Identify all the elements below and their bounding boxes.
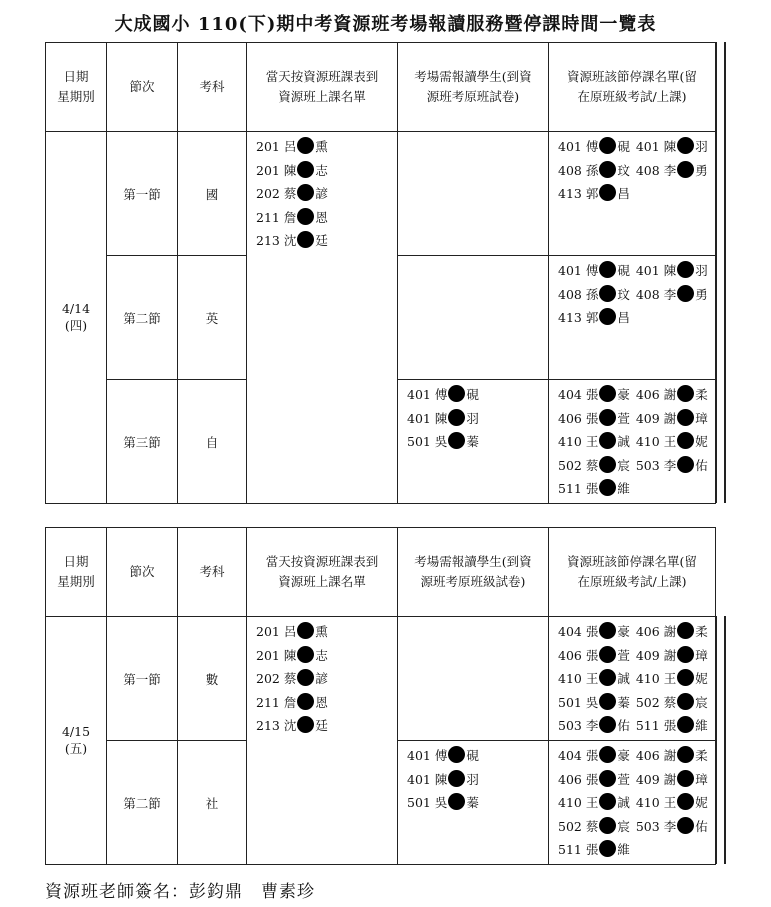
student-name: 410 王 誠: [558, 434, 630, 449]
header-reading: 考場需報讀學生(到資源班考原班級試卷): [398, 528, 549, 617]
redaction-dot-icon: [448, 385, 465, 402]
student-name: 408 孫 玟: [558, 162, 630, 178]
redaction-dot-icon: [599, 793, 616, 810]
reading-list: [398, 256, 549, 380]
redaction-dot-icon: [677, 622, 694, 639]
redaction-dot-icon: [599, 285, 616, 302]
student-name: 201 陳 志: [256, 647, 328, 663]
student-name: 213 沈 廷: [256, 718, 328, 733]
redaction-dot-icon: [297, 646, 314, 663]
student-name: 401 傅 硯: [407, 748, 479, 763]
list-item: [256, 714, 397, 738]
student-name: 501 吳 蓁: [558, 694, 630, 710]
header-row: [46, 528, 716, 617]
student-name: 413 郭 昌: [558, 186, 630, 201]
redaction-dot-icon: [297, 622, 314, 639]
redaction-dot-icon: [599, 137, 616, 154]
redaction-dot-icon: [677, 285, 694, 302]
list-item: [558, 259, 715, 283]
redaction-dot-icon: [599, 622, 616, 639]
list-item: [256, 182, 397, 206]
redaction-dot-icon: [599, 456, 616, 473]
list-item: [558, 407, 715, 431]
schedule-table-0415: [45, 527, 716, 865]
student-name: 406 謝 柔: [635, 387, 708, 402]
list-item: [558, 667, 715, 691]
stop-list: [549, 380, 716, 504]
document-title: 大成國小 110(下)期中考資源班考場報讀服務暨停課時間一覽表: [114, 14, 657, 35]
redaction-dot-icon: [599, 308, 616, 325]
double-border-right: [715, 42, 726, 503]
redaction-dot-icon: [599, 161, 616, 178]
student-name: 511 張 維: [558, 481, 630, 496]
redaction-dot-icon: [297, 161, 314, 178]
list-item: [256, 691, 397, 715]
student-name: 401 陳 羽: [635, 263, 708, 278]
student-name: 413 郭 昌: [558, 310, 630, 325]
redaction-dot-icon: [677, 746, 694, 763]
redaction-dot-icon: [677, 817, 694, 834]
redaction-dot-icon: [677, 646, 694, 663]
redaction-dot-icon: [297, 184, 314, 201]
redaction-dot-icon: [677, 716, 694, 733]
redaction-dot-icon: [599, 693, 616, 710]
redaction-dot-icon: [297, 716, 314, 733]
list-item: [558, 744, 715, 768]
student-name: 503 李 佑: [635, 818, 708, 834]
header-attend: 當天按資源班課表到資源班上課名單: [247, 43, 398, 132]
student-name: 511 張 維: [635, 718, 708, 733]
student-name: 401 傅 硯: [407, 387, 479, 402]
list-item: [558, 454, 715, 478]
table-row: [46, 132, 716, 256]
student-name: 406 張 萱: [558, 771, 630, 787]
header-stop: 資源班該節停課名單(留在原班級考試/上課): [549, 43, 716, 132]
attend-list: [247, 132, 398, 504]
list-item: [407, 744, 548, 768]
table-row: [46, 617, 716, 741]
list-item: [407, 430, 548, 454]
redaction-dot-icon: [599, 184, 616, 201]
redaction-dot-icon: [599, 669, 616, 686]
list-item: [558, 620, 715, 644]
student-name: 410 王 妮: [635, 795, 708, 810]
student-name: 410 王 妮: [635, 671, 708, 686]
redaction-dot-icon: [297, 231, 314, 248]
student-name: 401 陳 羽: [407, 771, 479, 787]
list-item: [558, 644, 715, 668]
redaction-dot-icon: [677, 409, 694, 426]
redaction-dot-icon: [297, 693, 314, 710]
subject-cell: 自: [178, 380, 247, 504]
student-name: 511 張 維: [558, 842, 630, 857]
list-item: [407, 383, 548, 407]
list-item: [558, 135, 715, 159]
list-item: [256, 229, 397, 253]
student-name: 404 張 豪: [558, 624, 630, 639]
header-date: 日期 星期別: [46, 528, 107, 617]
student-name: 213 沈 廷: [256, 233, 328, 248]
redaction-dot-icon: [599, 409, 616, 426]
student-name: 201 呂 熏: [256, 624, 328, 639]
subject-cell: 國: [178, 132, 247, 256]
redaction-dot-icon: [599, 646, 616, 663]
student-name: 502 蔡 宸: [635, 694, 708, 710]
redaction-dot-icon: [677, 161, 694, 178]
subject-cell: 社: [178, 741, 247, 865]
student-name: 406 謝 柔: [635, 748, 708, 763]
student-name: 401 傅 硯: [558, 139, 630, 154]
period-cell: 第二節: [107, 256, 178, 380]
list-item: [256, 667, 397, 691]
redaction-dot-icon: [677, 693, 694, 710]
period-cell: 第二節: [107, 741, 178, 865]
subject-cell: 英: [178, 256, 247, 380]
student-name: 502 蔡 宸: [558, 818, 630, 834]
list-item: [558, 182, 715, 206]
period-cell: 第一節: [107, 132, 178, 256]
reading-list: [398, 132, 549, 256]
teacher-signature: 資源班老師簽名：彭鈞鼎 曹素珍: [45, 882, 315, 902]
student-name: 408 李 勇: [635, 162, 708, 178]
redaction-dot-icon: [599, 385, 616, 402]
reading-list: [398, 617, 549, 741]
header-subject: 考科: [178, 43, 247, 132]
list-item: [558, 838, 715, 862]
list-item: [558, 159, 715, 183]
list-item: [558, 383, 715, 407]
student-name: 406 謝 柔: [635, 624, 708, 639]
student-name: 406 張 萱: [558, 647, 630, 663]
redaction-dot-icon: [448, 432, 465, 449]
attend-list: [247, 617, 398, 865]
student-name: 401 傅 硯: [558, 263, 630, 278]
redaction-dot-icon: [677, 137, 694, 154]
list-item: [558, 768, 715, 792]
list-item: [558, 430, 715, 454]
student-name: 202 蔡 諺: [256, 671, 328, 686]
student-name: 211 詹 恩: [256, 694, 328, 710]
redaction-dot-icon: [677, 261, 694, 278]
student-name: 410 王 妮: [635, 434, 708, 449]
redaction-dot-icon: [448, 793, 465, 810]
student-name: 211 詹 恩: [256, 209, 328, 225]
student-name: 503 李 佑: [558, 718, 630, 733]
list-item: [558, 477, 715, 501]
student-name: 401 陳 羽: [407, 410, 479, 426]
redaction-dot-icon: [677, 432, 694, 449]
header-reading: 考場需報讀學生(到資源班考原班試卷): [398, 43, 549, 132]
list-item: [558, 691, 715, 715]
student-name: 502 蔡 宸: [558, 457, 630, 473]
redaction-dot-icon: [448, 770, 465, 787]
student-name: 409 謝 璋: [635, 410, 708, 426]
header-subject: 考科: [178, 528, 247, 617]
subject-cell: 數: [178, 617, 247, 741]
redaction-dot-icon: [297, 669, 314, 686]
redaction-dot-icon: [599, 817, 616, 834]
student-name: 201 呂 熏: [256, 139, 328, 154]
student-name: 408 孫 玟: [558, 286, 630, 302]
student-name: 404 張 豪: [558, 748, 630, 763]
stop-list: [549, 132, 716, 256]
list-item: [407, 407, 548, 431]
redaction-dot-icon: [599, 716, 616, 733]
redaction-dot-icon: [297, 137, 314, 154]
redaction-dot-icon: [677, 770, 694, 787]
redaction-dot-icon: [677, 456, 694, 473]
student-name: 408 李 勇: [635, 286, 708, 302]
redaction-dot-icon: [599, 432, 616, 449]
header-date: 日期 星期別: [46, 43, 107, 132]
student-name: 409 謝 璋: [635, 771, 708, 787]
double-border-right: [715, 616, 726, 864]
redaction-dot-icon: [677, 385, 694, 402]
redaction-dot-icon: [297, 208, 314, 225]
header-row: [46, 43, 716, 132]
list-item: [407, 768, 548, 792]
date-cell: 4/15 (五): [46, 617, 107, 865]
header-attend: 當天按資源班課表到資源班上課名單: [247, 528, 398, 617]
list-item: [558, 815, 715, 839]
student-name: 409 謝 璋: [635, 647, 708, 663]
schedule-table-0414: [45, 42, 716, 504]
student-name: 401 陳 羽: [635, 139, 708, 154]
reading-list: [398, 380, 549, 504]
list-item: [558, 306, 715, 330]
redaction-dot-icon: [677, 669, 694, 686]
student-name: 501 吳 蓁: [407, 434, 479, 449]
student-name: 410 王 誠: [558, 671, 630, 686]
redaction-dot-icon: [599, 479, 616, 496]
student-name: 503 李 佑: [635, 457, 708, 473]
student-name: 410 王 誠: [558, 795, 630, 810]
student-name: 501 吳 蓁: [407, 795, 479, 810]
list-item: [256, 159, 397, 183]
list-item: [558, 714, 715, 738]
stop-list: [549, 617, 716, 741]
period-cell: 第一節: [107, 617, 178, 741]
redaction-dot-icon: [677, 793, 694, 810]
student-name: 201 陳 志: [256, 162, 328, 178]
list-item: [256, 135, 397, 159]
list-item: [256, 206, 397, 230]
student-name: 404 張 豪: [558, 387, 630, 402]
redaction-dot-icon: [448, 746, 465, 763]
redaction-dot-icon: [448, 409, 465, 426]
stop-list: [549, 741, 716, 865]
list-item: [558, 791, 715, 815]
header-stop: 資源班該節停課名單(留在原班級考試/上課): [549, 528, 716, 617]
header-period: 節次: [107, 43, 178, 132]
list-item: [256, 644, 397, 668]
list-item: [407, 791, 548, 815]
stop-list: [549, 256, 716, 380]
list-item: [558, 283, 715, 307]
redaction-dot-icon: [599, 261, 616, 278]
student-name: 202 蔡 諺: [256, 186, 328, 201]
reading-list: [398, 741, 549, 865]
header-period: 節次: [107, 528, 178, 617]
redaction-dot-icon: [599, 840, 616, 857]
date-cell: 4/14 (四): [46, 132, 107, 504]
period-cell: 第三節: [107, 380, 178, 504]
redaction-dot-icon: [599, 746, 616, 763]
list-item: [256, 620, 397, 644]
student-name: 406 張 萱: [558, 410, 630, 426]
redaction-dot-icon: [599, 770, 616, 787]
